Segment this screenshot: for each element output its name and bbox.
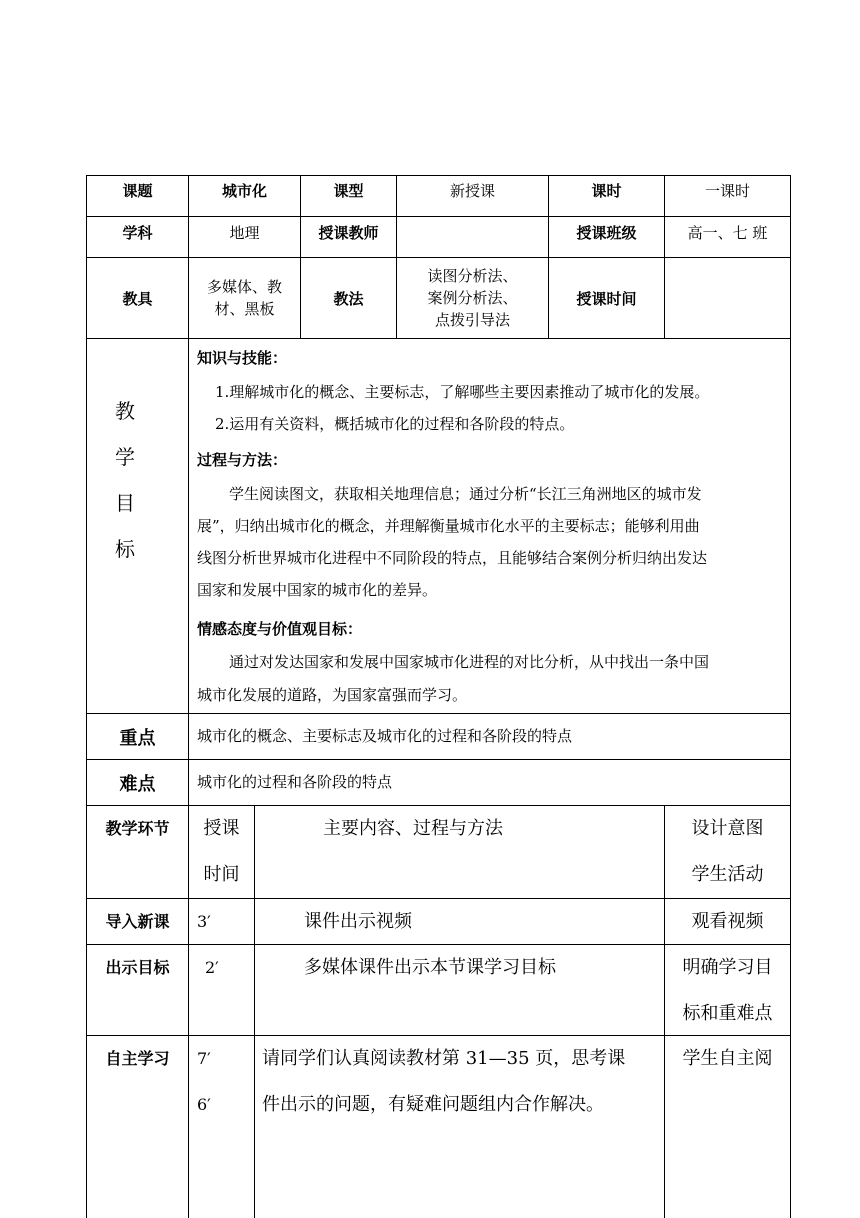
teacher-value — [397, 222, 548, 252]
process-header-design-line: 设计意图 — [691, 818, 764, 839]
difficulties-value: 城市化的过程和各阶段的特点 — [197, 773, 393, 791]
class-label: 授课班级 — [576, 224, 637, 242]
stage-time-line: 7′ — [197, 1049, 211, 1068]
method-value — [397, 258, 548, 338]
process-header-time-line: 授课 — [203, 818, 240, 839]
key-points-label: 重点 — [119, 727, 156, 749]
table-border — [790, 175, 791, 1218]
tools-value — [189, 258, 300, 338]
stage-design-line: 标和重难点 — [682, 1003, 773, 1024]
tools-line: 材、黑板 — [214, 300, 275, 318]
method-line: 点拨引导法 — [434, 311, 510, 329]
method-line: 案例分析法、 — [427, 289, 518, 307]
hours-label: 课时 — [591, 182, 622, 200]
process-header-content: 主要内容、过程与方法 — [323, 818, 503, 839]
row-divider — [86, 759, 791, 760]
topic-label: 课题 — [122, 182, 153, 200]
process-title: 过程与方法： — [197, 451, 288, 469]
stage-label: 出示目标 — [105, 958, 170, 977]
knowledge-item: 1.理解城市化的概念、主要标志，了解哪些主要因素推动了城市化的发展。 — [215, 383, 710, 401]
type-value: 新授课 — [449, 182, 495, 200]
knowledge-item: 2.运用有关资料，概括城市化的过程和各阶段的特点。 — [215, 415, 575, 433]
time-label: 授课时间 — [576, 289, 637, 308]
stage-content-line: 件出示的问题，有疑难问题组内合作解决。 — [262, 1094, 604, 1115]
method-line: 读图分析法、 — [427, 267, 518, 285]
process-header-design-line: 学生活动 — [691, 864, 764, 885]
objectives-label-char: 目 — [115, 491, 135, 515]
stage-time-line: 6′ — [197, 1095, 211, 1114]
emotion-line: 通过对发达国家和发展中国家城市化进程的对比分析，从中找出一条中国 — [229, 653, 710, 671]
process-header-time-line: 时间 — [203, 864, 240, 885]
process-line: 学生阅读图文，获取相关地理信息；通过分析“长江三角洲地区的城市发 — [229, 485, 702, 503]
tools-line: 多媒体、教 — [206, 278, 282, 296]
process-header-stage: 教学环节 — [105, 819, 170, 838]
topic-value: 城市化 — [221, 182, 267, 200]
stage-design: 观看视频 — [691, 911, 764, 932]
objectives-label-char: 标 — [115, 537, 135, 561]
method-label: 教法 — [333, 289, 364, 308]
type-label: 课型 — [333, 182, 364, 200]
process-line: 国家和发展中国家的城市化的差异。 — [197, 581, 438, 599]
objectives-label-char: 学 — [115, 445, 135, 469]
stage-time — [197, 1036, 211, 1128]
process-line: 展”，归纳出城市化的概念，并理解衡量城市化水平的主要标志；能够利用曲 — [197, 517, 700, 535]
emotion-title: 情感态度与价值观目标： — [197, 620, 363, 638]
table-border — [86, 175, 791, 176]
stage-design-line: 学生自主阅 — [682, 1048, 773, 1069]
stage-design — [665, 945, 790, 1037]
objectives-label — [87, 339, 188, 713]
process-header-design — [665, 806, 790, 898]
stage-label: 导入新课 — [105, 912, 170, 931]
teacher-label: 授课教师 — [318, 224, 379, 242]
knowledge-title: 知识与技能： — [197, 349, 288, 367]
stage-content-line: 请同学们认真阅读教材第 31—35 页，思考课 — [262, 1048, 626, 1069]
stage-time: 3′ — [197, 912, 211, 931]
objectives-content — [189, 339, 790, 713]
difficulties-label: 难点 — [119, 773, 156, 795]
class-value: 高一、七 班 — [687, 224, 768, 242]
process-header-time — [189, 806, 254, 898]
subject-label: 学科 — [122, 224, 153, 242]
emotion-line: 城市化发展的道路，为国家富强而学习。 — [197, 686, 468, 704]
row-divider — [86, 216, 791, 217]
time-value — [665, 258, 790, 338]
stage-content: 课件出示视频 — [304, 911, 412, 932]
subject-value: 地理 — [229, 224, 260, 242]
stage-label: 自主学习 — [105, 1049, 170, 1068]
stage-content — [262, 1036, 625, 1128]
process-line: 线图分析世界城市化进程中不同阶段的特点，且能够结合案例分析归纳出发达 — [197, 549, 708, 567]
key-points-value: 城市化的概念、主要标志及城市化的过程和各阶段的特点 — [197, 727, 573, 745]
objectives-label-char: 教 — [115, 399, 135, 423]
stage-time: 2′ — [205, 958, 219, 977]
hours-value: 一课时 — [704, 182, 750, 200]
stage-design-line: 明确学习目 — [682, 957, 773, 978]
tools-label: 教具 — [122, 289, 153, 308]
col-divider — [254, 805, 255, 1218]
stage-design — [665, 1036, 790, 1082]
stage-content: 多媒体课件出示本节课学习目标 — [304, 957, 556, 978]
